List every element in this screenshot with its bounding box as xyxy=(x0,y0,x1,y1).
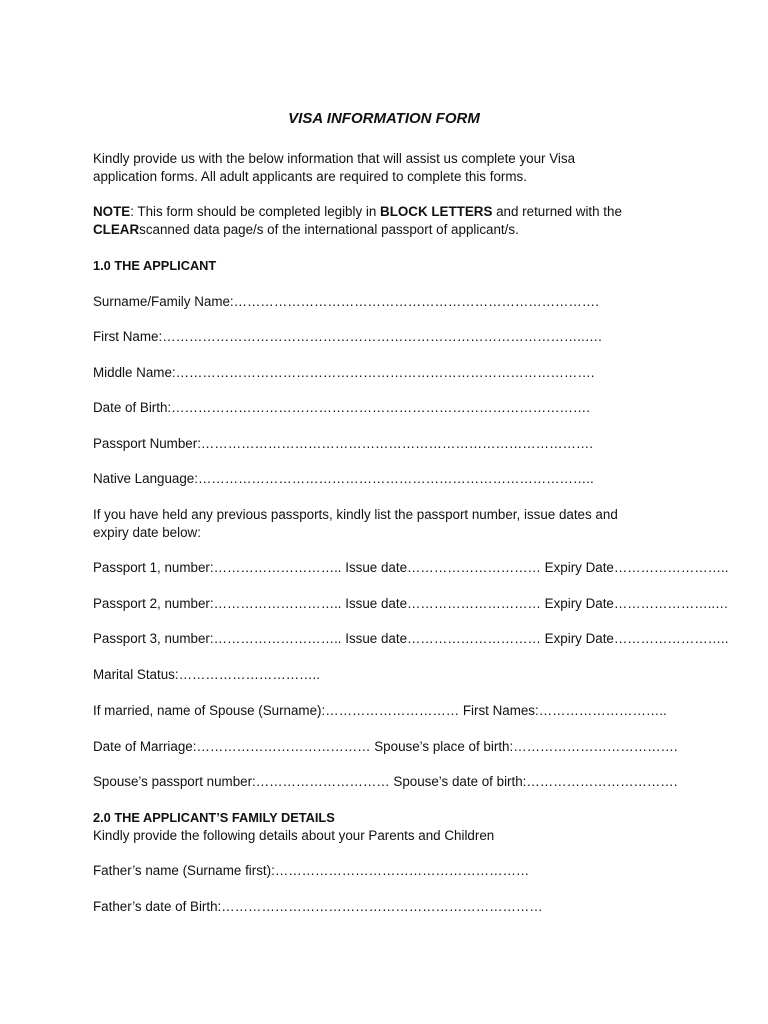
note-line-2 xyxy=(93,221,519,239)
date-of-birth-field[interactable]: Date of Birth:…………………………………………………………………………………. xyxy=(93,400,590,415)
form-title: VISA INFORMATION FORM xyxy=(288,110,480,127)
section-1-heading: 1.0 THE APPLICANT xyxy=(93,258,217,273)
note-line-1 xyxy=(93,203,622,221)
intro-line-1: Kindly provide us with the below information that will assist us complete your Visa xyxy=(93,151,576,166)
passport-3-field[interactable]: Passport 3, number:……………………….. Issue date………………………… Expiry Date…………………….. xyxy=(93,631,729,646)
native-language-field[interactable]: Native Language:…………………………………………………………………………….. xyxy=(93,471,594,486)
marriage-date-field[interactable]: Date of Marriage:………………………………… Spouse’s place of birth:………………………………. xyxy=(93,739,678,754)
note-text-2: and returned with the xyxy=(492,204,622,219)
first-name-field[interactable]: First Name:…………………………………………………………………………………..…. xyxy=(93,329,602,344)
passport-number-field[interactable]: Passport Number:……………………………………………………………………………. xyxy=(93,436,593,451)
note-clear: CLEAR xyxy=(93,222,140,237)
spouse-name-field[interactable]: If married, name of Spouse (Surname):………………………… First Names:……………………….. xyxy=(93,703,667,718)
note-label: NOTE xyxy=(93,204,131,219)
surname-field[interactable]: Surname/Family Name:………………………………………………………………………. xyxy=(93,294,599,309)
section-2-heading: 2.0 THE APPLICANT’S FAMILY DETAILS xyxy=(93,810,335,825)
passport-2-field[interactable]: Passport 2, number:……………………….. Issue date………………………… Expiry Date…………………..… xyxy=(93,596,729,611)
middle-name-field[interactable]: Middle Name:…………………………………………………………………………………. xyxy=(93,365,595,380)
marital-status-field[interactable]: Marital Status:………………………….. xyxy=(93,667,320,682)
note-block-letters: BLOCK LETTERS xyxy=(380,204,493,219)
previous-passports-line-1: If you have held any previous passports, kindly list the passport number, issue dates and xyxy=(93,507,618,522)
note-text-1: : This form should be completed legibly in xyxy=(130,204,381,219)
father-dob-field[interactable]: Father’s date of Birth:……………………………………………………………… xyxy=(93,899,543,914)
passport-1-field[interactable]: Passport 1, number:……………………….. Issue date………………………… Expiry Date…………………….. xyxy=(93,560,729,575)
previous-passports-line-2: expiry date below: xyxy=(93,525,201,540)
section-2-intro: Kindly provide the following details about your Parents and Children xyxy=(93,828,495,843)
note-text-3: scanned data page/s of the international passport of applicant/s. xyxy=(139,222,519,237)
intro-line-2: application forms. All adult applicants are required to complete this forms. xyxy=(93,169,527,184)
spouse-passport-field[interactable]: Spouse’s passport number:………………………… Spouse’s date of birth:……………………………. xyxy=(93,774,678,789)
father-name-field[interactable]: Father’s name (Surname first):………………………………………………… xyxy=(93,863,530,878)
